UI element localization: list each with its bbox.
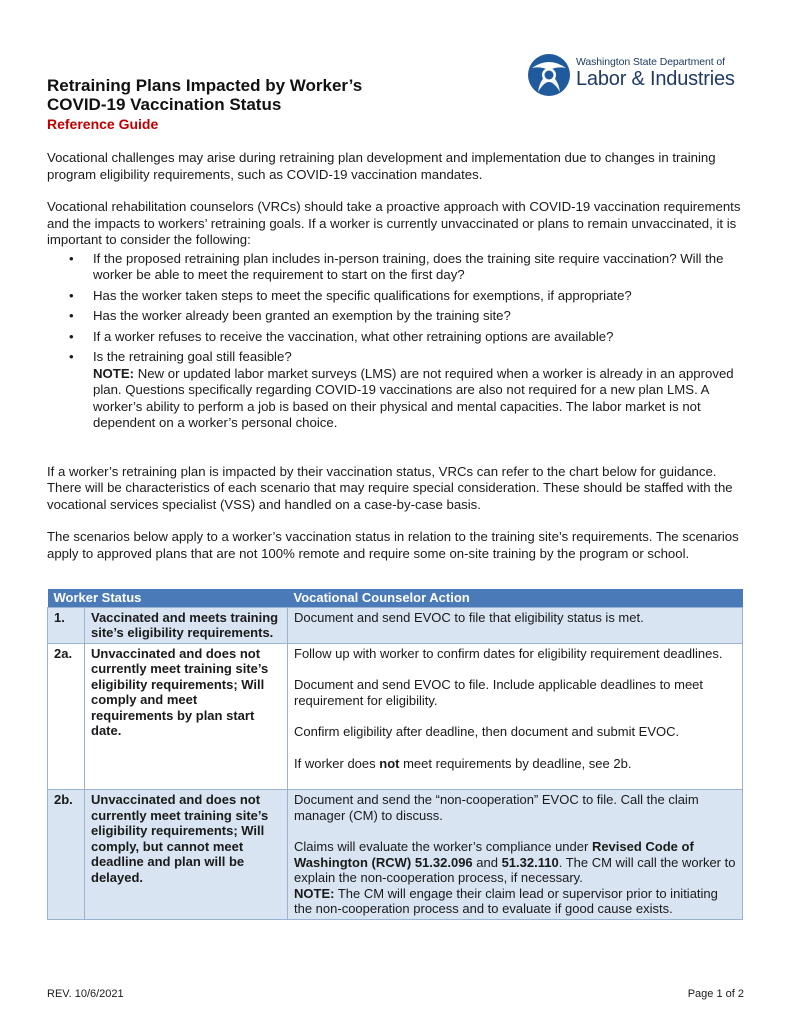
rcw-reference-2: 51.32.110 [501,854,559,870]
scenario-table [47,589,743,920]
document-body [47,150,747,578]
row-status: Vaccinated and meets training site’s eligibility requirements. [85,607,288,643]
table-row [48,790,743,920]
action-text: Document and send EVOC to file. Include applicable deadlines to meet requirement for eligibility. [294,677,704,708]
table-header-row [48,589,743,607]
list-item: • Has the worker taken steps to meet the specific qualifications for exemptions, if appropriate? [93,288,747,305]
intro-paragraph-1: Vocational challenges may arise during retraining plan development and implementation due to changes in training program eligibility requirements, such as COVID-19 vaccination mandates. [47,150,716,182]
lni-logo [526,50,746,100]
action-text [294,839,736,886]
cm-note [294,886,736,917]
note-label: NOTE: [93,365,135,381]
lms-note [93,366,747,432]
note-text: The CM will engage their claim lead or supervisor prior to initiating the non-cooperation process and to evaluate if good cause exists. [294,885,718,916]
document-title-line2: COVID-19 Vaccination Status [47,95,282,114]
action-text: Document and send the “non-cooperation” EVOC to file. Call the claim manager (CM) to discuss. [294,792,699,823]
list-item: • If a worker refuses to receive the vaccination, what other retraining options are available? [93,329,747,346]
action-text: Follow up with worker to confirm dates for eligibility requirement deadlines. [294,645,723,661]
row-action [288,607,743,643]
document-title-line1: Retraining Plans Impacted by Worker’s [47,76,363,95]
table-row [48,607,743,643]
considerations-list [47,251,747,366]
page-number: Page 1 of 2 [687,988,744,1000]
note-label: NOTE: [294,885,335,901]
header-worker-status: Worker Status [48,589,288,607]
intro-paragraph-2: Vocational rehabilitation counselors (VRCs) should take a proactive approach with COVID-19 vaccination requirements and the impacts to workers’ retraining goals. If a worker is currently unvaccinated or plans to remain unvaccinated, it is important to consider the following: [47,199,741,247]
action-text [294,756,736,772]
note-text: New or updated labor market surveys (LMS) are not required when a worker is already in an approved plan. Questions specifically regarding COVID-19 vaccinations are also not required for a new plan LMS. A worker’s ability to perform a job is based on their physical and mental capacities. The labor market is not dependent on a worker’s personal choice. [93,365,734,430]
row-number: 2b. [48,790,85,920]
table-row [48,643,743,790]
row-action [288,790,743,920]
action-text-emphasis: not [379,755,400,771]
list-item: • Has the worker already been granted an exemption by the training site? [93,308,747,325]
rcw-reference-1: Revised Code of Washington (RCW) 51.32.096 [294,839,694,870]
row-status: Unvaccinated and does not currently meet training site’s eligibility requirements; Will comply, but cannot meet deadline and plan will be delayed. [85,790,288,920]
action-text-part: Claims will evaluate the worker’s compliance under [294,839,592,854]
revision-date: REV. 10/6/2021 [47,988,124,1000]
guidance-paragraph: If a worker’s retraining plan is impacted by their vaccination status, VRCs can refer to the chart below for guidance. There will be characteristics of each scenario that may require special consideration. These should be staffed with the vocational services specialist (VSS) and handled on a case-by-case basis. [47,463,733,512]
logo-agency-name: Labor & Industries [576,68,735,90]
row-action [288,643,743,790]
scenario-table-wrapper [47,589,743,920]
action-text-part: . The CM will call the worker to explain the non-cooperation process, if necessary. [294,854,736,885]
lni-logo-icon [526,52,572,98]
title-block [47,76,362,132]
action-text-part: and [472,854,502,870]
row-number: 2a. [48,643,85,790]
logo-text [576,56,735,91]
logo-department-line: Washington State Department of [576,56,725,68]
row-number: 1. [48,607,85,643]
row-status: Unvaccinated and does not currently meet training site’s eligibility requirements; Will comply and meet requirements by plan start date. [85,643,288,790]
list-item: • If the proposed retraining plan includes in-person training, does the training site require vaccination? Will the worker be able to meet the requirement to start on the first day? [93,251,747,284]
action-text: Document and send EVOC to file that eligibility status is met. [294,609,644,625]
list-item: • Is the retraining goal still feasible? [93,349,747,366]
header-counselor-action: Vocational Counselor Action [288,589,743,607]
action-text: Confirm eligibility after deadline, then document and submit EVOC. [294,724,680,739]
document-subtitle: Reference Guide [47,116,159,132]
action-text-part: If worker does [294,755,380,771]
scenarios-paragraph: The scenarios below apply to a worker’s vaccination status in relation to the training site’s requirements. The scenarios apply to approved plans that are not 100% remote and require some on-site training by the program or school. [47,529,739,561]
action-text-part: meet requirements by deadline, see 2b. [399,755,632,771]
